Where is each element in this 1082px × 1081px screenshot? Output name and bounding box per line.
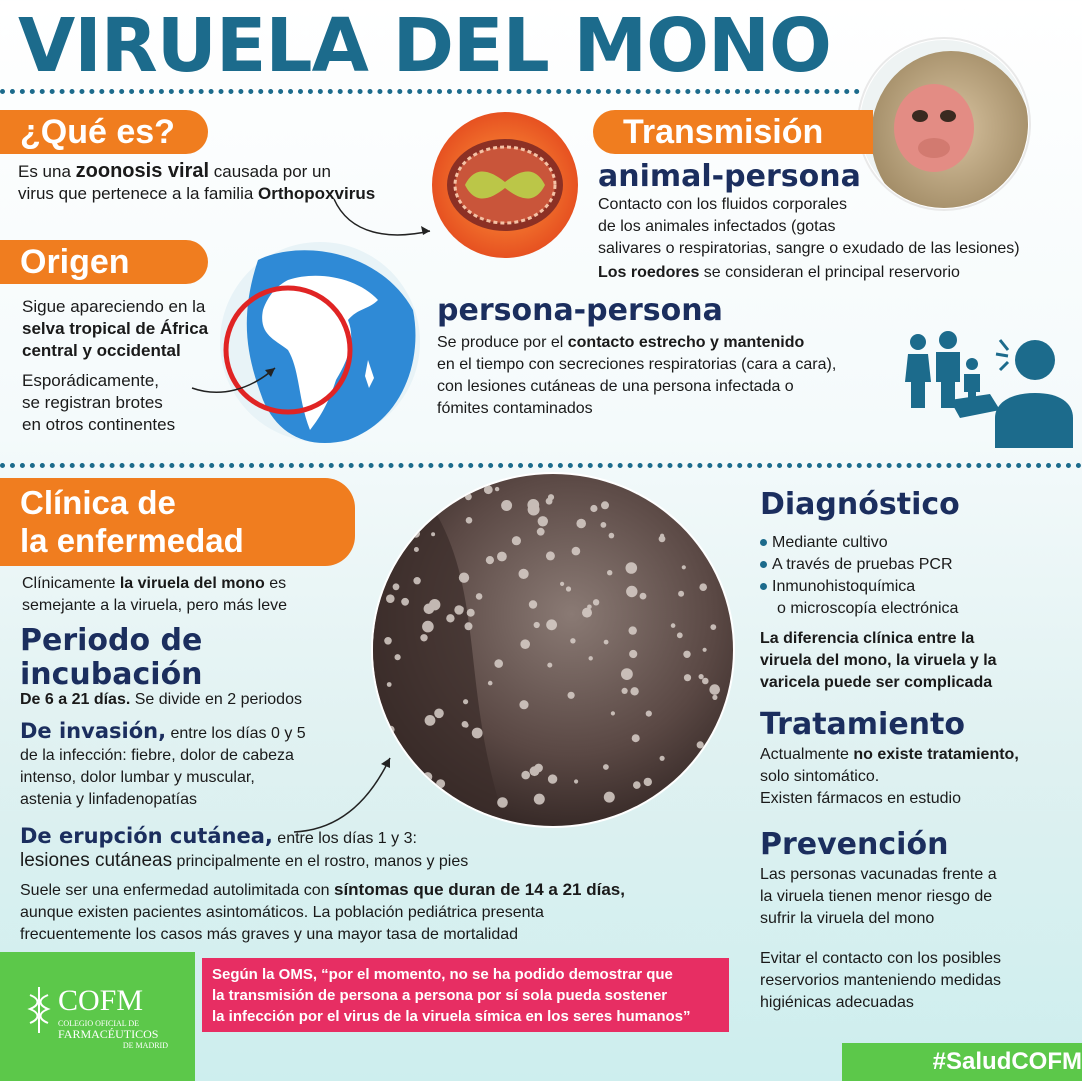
arrow-globe (190, 360, 280, 400)
incubacion-text: De 6 a 21 días. Se divide en 2 periodos (20, 691, 302, 708)
prevencion-heading: Prevención (760, 827, 949, 862)
virus-illustration (430, 110, 580, 260)
arrow-virus (330, 195, 440, 245)
clinica-heading: Clínica de la enfermedad (0, 478, 355, 566)
diagnostico-note: La diferencia clínica entre la viruela del mono, la viruela y la varicela puede ser complicada (760, 630, 997, 691)
animal-persona-title: animal-persona (598, 159, 861, 194)
monkey-photo (856, 36, 1032, 212)
tratamiento-text: Actualmente no existe tratamiento, solo sintomático. Existen fármacos en estudio (760, 746, 1019, 807)
arrow-lesions (290, 750, 400, 840)
que-es-heading: ¿Qué es? (0, 110, 208, 154)
transmision-heading: Transmisión (593, 110, 873, 154)
diagnostico-item: Mediante cultivo (760, 532, 1080, 554)
oms-quote: Según la OMS, “por el momento, no se ha podido demostrar que la transmisión de persona a persona por sí sola pueda sostener la infección por el virus de la viruela símica en los seres humanos” (202, 958, 729, 1032)
prevencion-text: Las personas vacunadas frente a la viruela tienen menor riesgo de sufrir la viruela del mono Evitar el contacto con los posibles reservorios manteniendo medidas higiénicas adecuadas (760, 866, 1002, 1011)
origen-heading: Origen (0, 240, 208, 284)
tratamiento-heading: Tratamiento (760, 707, 965, 742)
erupcion-text: De erupción cutánea, entre los días 1 y 3: lesiones cutáneas principalmente en el rostro, manos y pies (20, 824, 469, 871)
divider-top (0, 89, 870, 94)
incubacion-title: Periodo de incubación (20, 623, 203, 692)
diagnostico-item: A través de pruebas PCR (760, 554, 1080, 576)
invasion-text: De invasión, entre los días 0 y 5 de la infección: fiebre, dolor de cabeza intenso, dolor lumbar y muscular, astenia y linfadenopatías (20, 719, 306, 808)
diagnostico-list: Mediante cultivo A través de pruebas PCR Inmunohistoquímica o microscopía electrónica (760, 532, 1080, 620)
skin-lesions-photo (368, 470, 738, 830)
persona-persona-text: Se produce por el contacto estrecho y mantenido en el tiempo con secreciones respiratorias (cara a cara), con lesiones cutáneas de una persona infectada o fómites contaminados (437, 334, 837, 417)
hashtag[interactable]: #SaludCOFM (842, 1043, 1082, 1081)
globe-africa-map (218, 240, 423, 445)
animal-persona-text: Contacto con los fluidos corporales de los animales infectados (gotas salivares o respiratorias, sangre o exudado de las lesiones) Los roedores se consideran el principal reservorio (598, 196, 1020, 281)
caduceus-icon (22, 985, 56, 1035)
page-title: VIRUELA DEL MONO (18, 3, 831, 89)
divider-mid (0, 463, 1082, 468)
que-es-text: Es una zoonosis viral causada por un virus que pertenece a la familia Orthopoxvirus (18, 160, 376, 203)
origen-text: Sigue apareciendo en la selva tropical de África central y occidental Esporádicamente, se registran brotes en otros continentes (22, 297, 209, 434)
diagnostico-item: Inmunohistoquímica (760, 576, 1080, 598)
diagnostico-heading: Diagnóstico (760, 487, 960, 522)
people-contact-icon (900, 330, 1075, 448)
persona-persona-title: persona-persona (437, 293, 723, 328)
clinica-intro: Clínicamente la viruela del mono es semejante a la viruela, pero más leve (22, 575, 288, 614)
clinica-summary: Suele ser una enfermedad autolimitada con síntomas que duran de 14 a 21 días, aunque existen pacientes asintomáticos. La población pediátrica presenta frecuentemente los casos más graves y una mayor tasa de mortalidad (20, 880, 625, 943)
